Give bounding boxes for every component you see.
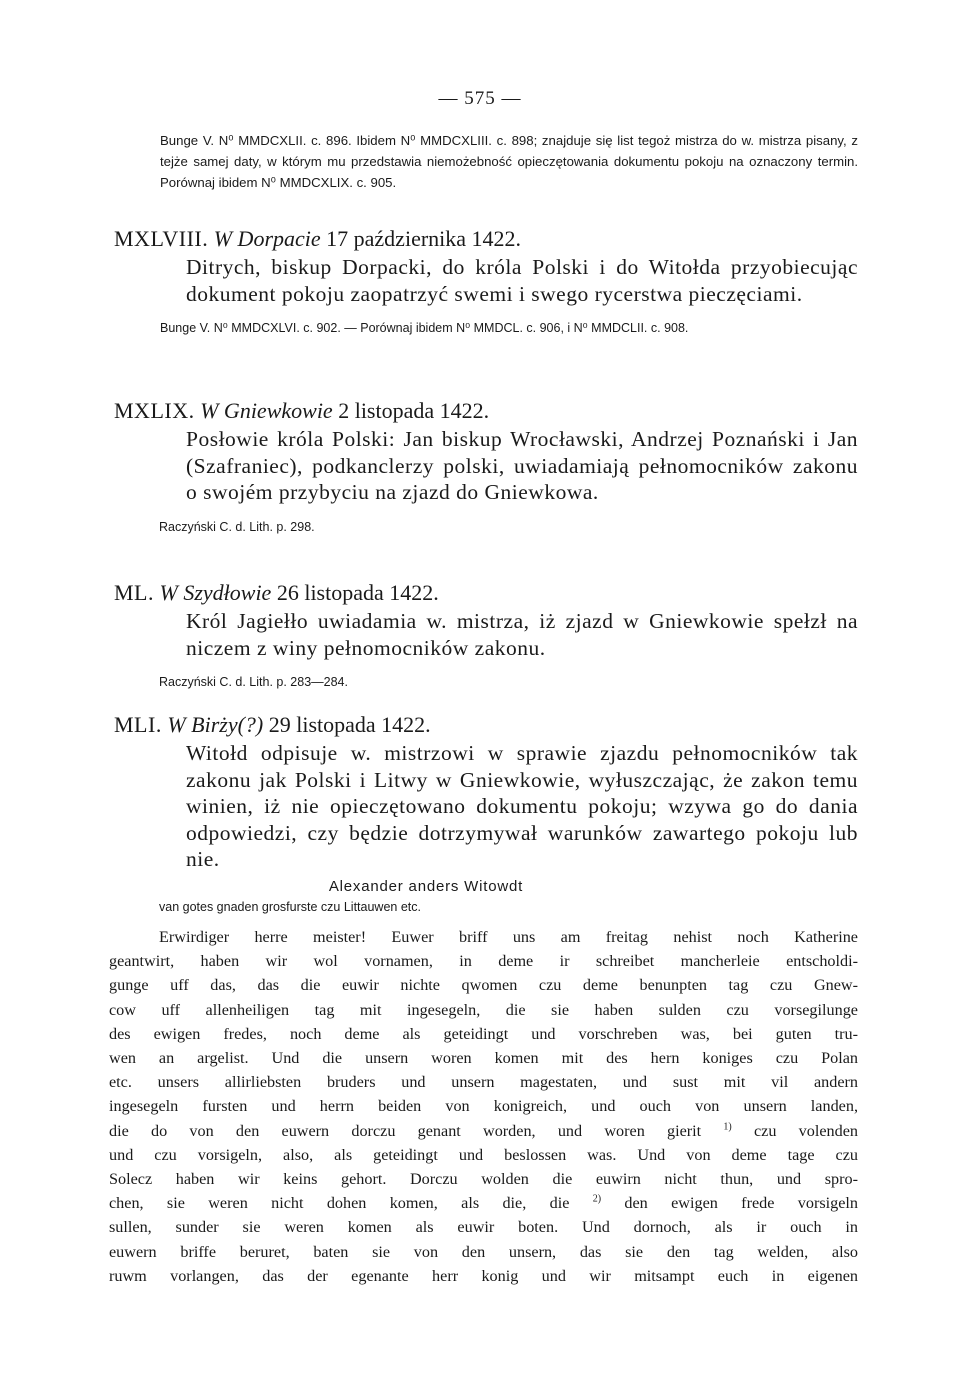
entry-heading (114, 578, 858, 608)
entry-number: ML. (114, 580, 154, 605)
entry-heading (114, 710, 858, 740)
entry-date: 17 października 1422. (326, 226, 522, 251)
top-footnote: Bunge V. N⁰ MMDCXLII. c. 896. Ibidem N⁰ MMDCXLIII. c. 898; znajduje się list tegoż mistrza do w. mistrza pisany, z tejże samej daty, w którym mu przedstawia niemożebność opieczętowania dokumentu pokoju na oznaczony termin. Porównaj ibidem N⁰ MMDCXLIX. c. 905. (160, 133, 858, 190)
letter-line: etc. unsers allirliebsten bruders und unsern magestaten, und sust mit vil andern (109, 1073, 858, 1092)
letter-body (109, 925, 858, 1288)
entry-mxlix (114, 396, 858, 538)
letter-line: Erwirdiger herre meister! Euwer briff uns am freitag nehist noch Katherine (159, 928, 858, 946)
letter-line: des ewigen fredes, noch deme als geteidingt und vorschreben was, bei guten tru- (109, 1024, 858, 1043)
letter-line-text: chen, sie weren nicht dohen komen, als die, die (109, 1194, 570, 1213)
entry-summary: Witołd odpisuje w. mistrzowi w sprawie zjazdu pełnomocników tak zakonu jak Polski i Litwy w Gniewkowie, wyłuszczając, że zakon temu winien, iż nie opieczętowano dokumentu pokoju; wzywa go do dania odpowiedzi, czy będzie dotrzymywał warunków zawartego pokoju lub nie. (186, 741, 858, 871)
letter-line-text: czu volenden (731, 1121, 858, 1140)
letter-sender: Alexander anders Witowdt (328, 878, 524, 895)
entry-number: MXLIX. (114, 398, 195, 423)
entry-place: W Dorpacie (213, 226, 321, 251)
entry-place: W Gniewkowie (200, 398, 333, 423)
entry-date: 26 listopada 1422. (276, 580, 439, 605)
letter-line (109, 1119, 858, 1143)
letter-line: ingesegeln fursten und herrn beiden von konigreich, und ouch von unsern landen, (109, 1097, 858, 1116)
entry-heading (114, 396, 858, 426)
entry-date: 29 listopada 1422. (268, 712, 431, 737)
letter-line (109, 1191, 858, 1215)
entry-number: MLI. (114, 712, 162, 737)
entry-number: MXLVIII. (114, 226, 209, 251)
letter-header (114, 876, 858, 916)
entry-date: 2 listopada 1422. (338, 398, 490, 423)
letter-line: euwern briffe beruret, baten sie von den unsern, das sie den tag welden, also (109, 1242, 858, 1261)
entry-summary: Ditrych, biskup Dorpacki, do króla Polski i do Witołda przyobiecując dokument pokoju zaopatrzyć swemi i swego rycerstwa pieczęciami. (186, 255, 858, 306)
letter-line: gunge uff das, das die euwir nichte qwomen czu deme benunpten tag czu Gnew- (109, 976, 858, 995)
entry-place: W Birży(?) (167, 712, 264, 737)
entry-source: Raczyński C. d. Lith. p. 283—284. (159, 675, 348, 689)
letter-line: cow uff allenheiligen tag mit ingesegeln, die sie haben sulden czu vorsegilunge (109, 1000, 858, 1019)
entry-mli (114, 710, 858, 873)
letter-line: ruwm vorlangen, das der egenante herr konig und wir mitsampt euch in eigenen (109, 1266, 858, 1285)
letter-line: sullen, sunder sie weren komen als euwir boten. Und dornoch, als ir ouch in (109, 1218, 858, 1237)
letter-line: geantwirt, haben wir wol vornamen, in deme ir schreibet mancherleie entscholdi- (109, 952, 858, 971)
footnote-marker: 1) (723, 1121, 732, 1133)
footnote-marker: 2) (592, 1193, 602, 1205)
page-number: — 575 — (438, 88, 522, 109)
letter-title-line: van gotes gnaden grosfurste czu Littauwen etc. (159, 900, 421, 914)
entry-place: W Szydłowie (159, 580, 272, 605)
letter-line-text: den ewigen frede vorsigeln (601, 1194, 859, 1213)
entry-heading (114, 224, 858, 254)
entry-ml (114, 578, 858, 693)
entry-summary: Posłowie króla Polski: Jan biskup Wrocławski, Andrzej Poznański i Jan (Szafraniec), podkanclerzy polski, uwiadamiają pełnomocników zakonu o swojém przybyciu na zjazd do Gniewkowa. (186, 427, 858, 504)
entry-source: Bunge V. N⁰ MMDCXLVI. c. 902. — Porównaj ibidem N⁰ MMDCL. c. 906, i N⁰ MMDCLII. c. 908. (160, 321, 689, 335)
letter-line-text: die do von den euwern dorczu genant worden, und woren gierit (109, 1121, 702, 1140)
letter-line: wen an argelist. Und die unsern woren komen mit des hern koniges czu Polan (109, 1049, 858, 1068)
letter-line: Solecz haben wir keins gehort. Dorczu wolden die euwirn nicht thun, und spro- (109, 1170, 858, 1189)
entry-mxlviii (114, 224, 858, 339)
entry-source: Raczyński C. d. Lith. p. 298. (159, 519, 315, 534)
entry-summary: Król Jagiełło uwiadamia w. mistrza, iż zjazd w Gniewkowie spełzł na niczem z winy pełnomocników zakonu. (186, 609, 858, 660)
letter-line: und czu vorsigeln, also, als geteidingt und beslossen was. Und von deme tage czu (109, 1145, 858, 1164)
